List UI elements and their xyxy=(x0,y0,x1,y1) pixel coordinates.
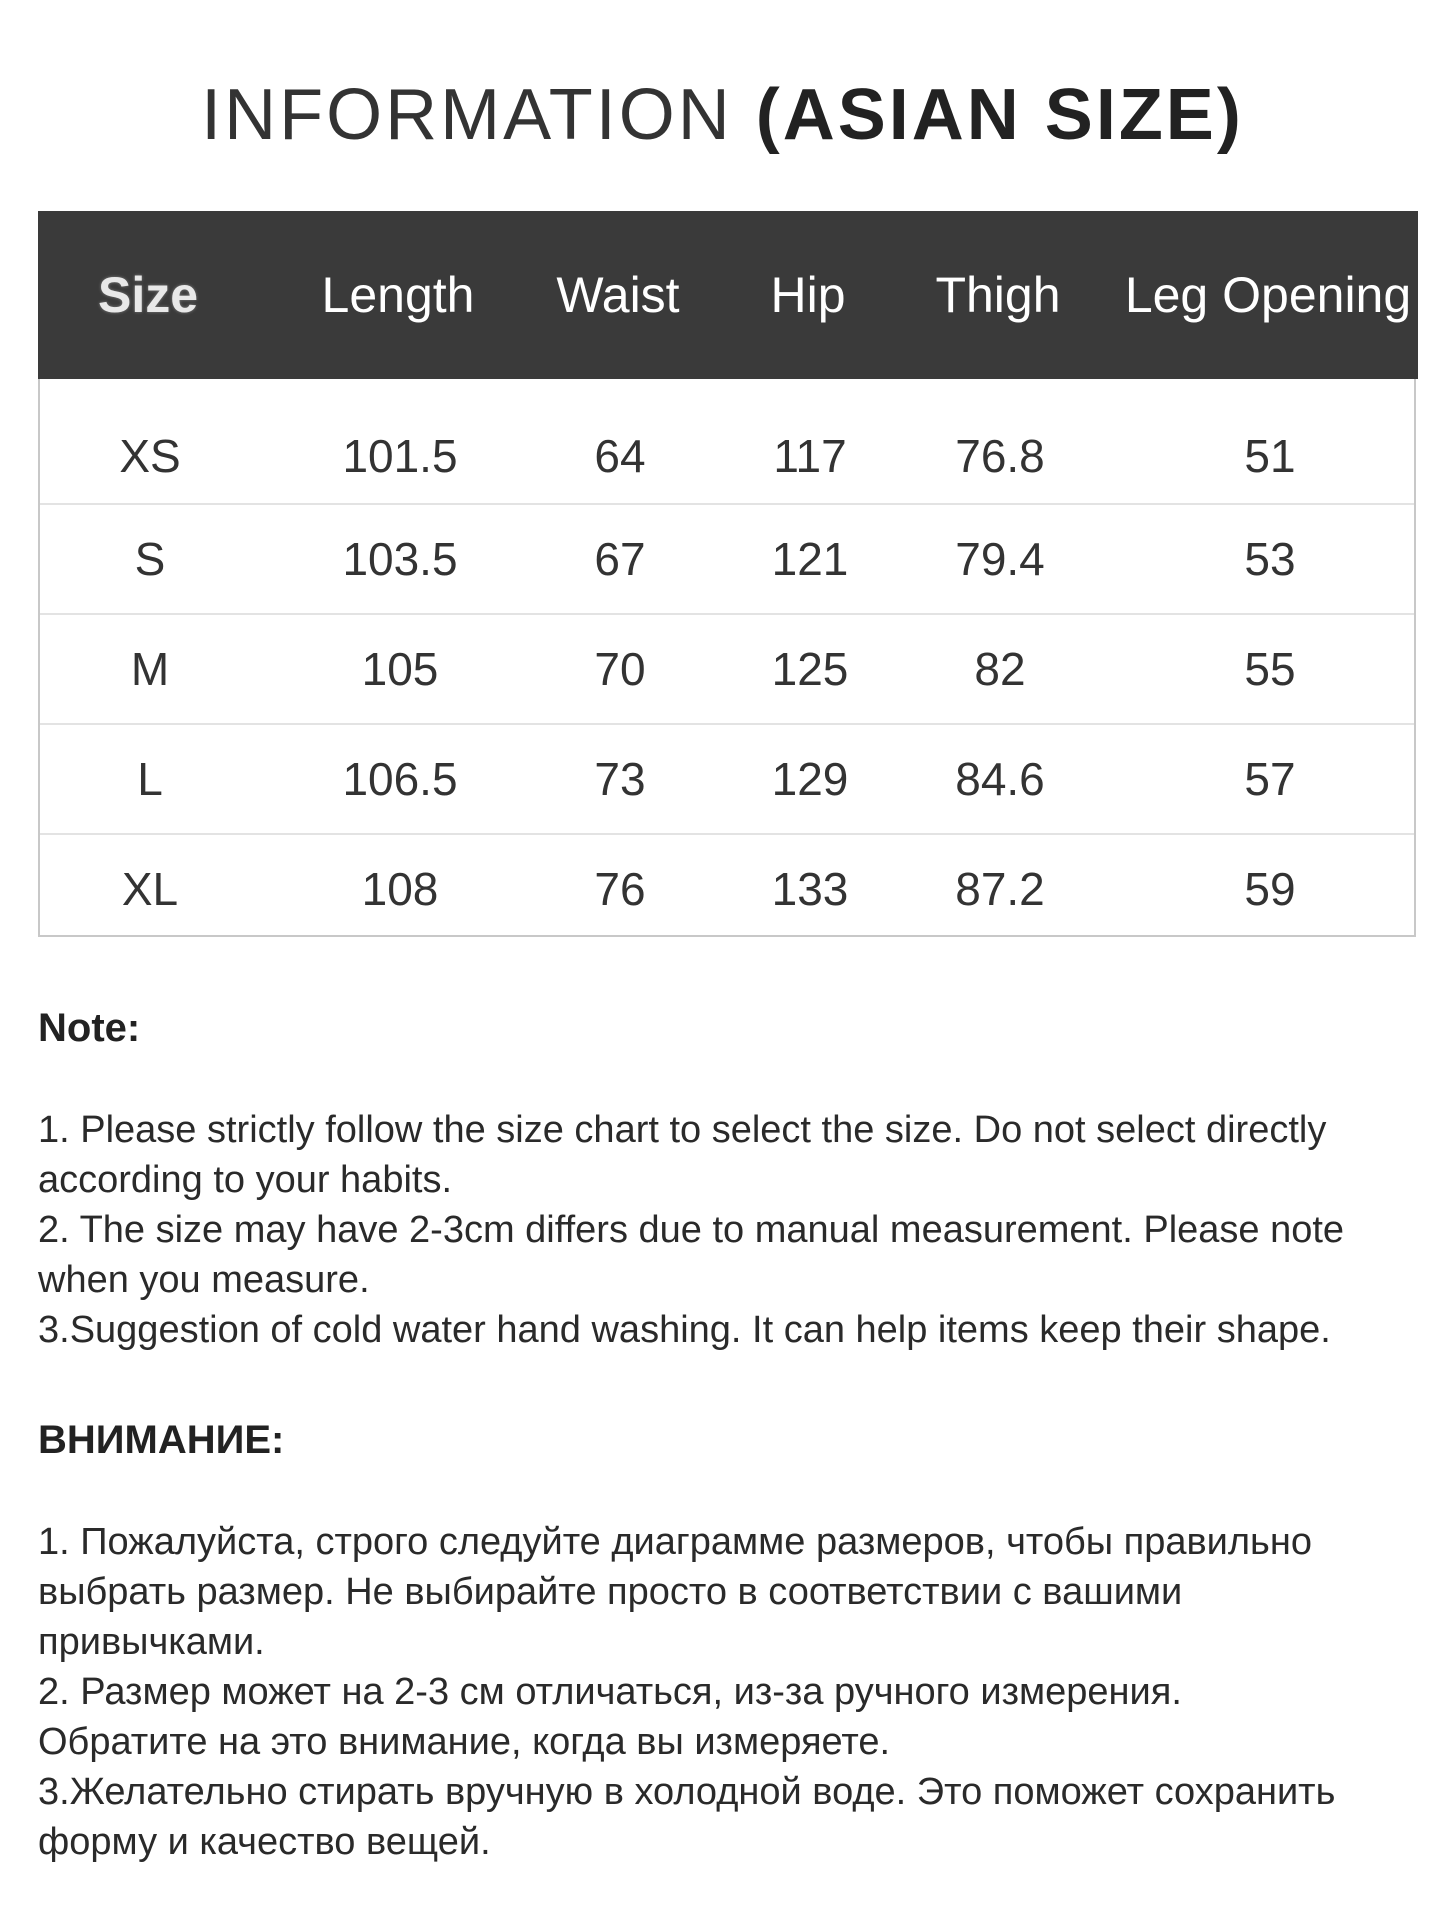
cell-thigh: 87.2 xyxy=(955,863,1045,915)
cell-hip: 129 xyxy=(771,753,849,805)
header-waist: Waist xyxy=(556,267,680,323)
table-row xyxy=(40,725,1414,835)
table-row xyxy=(40,615,1414,725)
cell-thigh: 84.6 xyxy=(955,753,1045,805)
page-title xyxy=(0,70,1445,160)
header-hip: Hip xyxy=(770,267,846,323)
header-leg-opening: Leg Opening xyxy=(1124,267,1412,323)
note-line: 1. Пожалуйста, строго следуйте диаграмме размеров, чтобы правильно xyxy=(38,1521,1312,1563)
cell-thigh: 76.8 xyxy=(955,430,1045,482)
title-main: INFORMATION xyxy=(201,75,756,155)
cell-hip: 121 xyxy=(771,533,849,585)
table-header xyxy=(38,211,1418,379)
note-line: выбрать размер. Не выбирайте просто в соответствии с вашими xyxy=(38,1571,1183,1613)
note-line: привычками. xyxy=(38,1621,265,1663)
table-row xyxy=(40,379,1414,505)
note-line: форму и качество вещей. xyxy=(38,1821,491,1863)
cell-thigh: 79.4 xyxy=(955,533,1045,585)
header-length: Length xyxy=(321,267,475,323)
table-row xyxy=(40,505,1414,615)
title-suffix: (ASIAN SIZE) xyxy=(755,75,1244,155)
note-line: Обратите на это внимание, когда вы измеряете. xyxy=(38,1721,891,1763)
cell-size: XL xyxy=(121,863,179,915)
cell-waist: 73 xyxy=(594,753,646,805)
note-line: when you measure. xyxy=(38,1259,370,1301)
cell-waist: 67 xyxy=(594,533,646,585)
cell-thigh: 82 xyxy=(974,643,1026,695)
cell-length: 101.5 xyxy=(342,430,458,482)
cell-leg-opening: 59 xyxy=(1244,863,1296,915)
header-size: Size xyxy=(97,267,199,323)
cell-waist: 76 xyxy=(594,863,646,915)
cell-length: 106.5 xyxy=(342,753,458,805)
table-row xyxy=(40,835,1414,943)
cell-waist: 64 xyxy=(594,430,646,482)
note-english xyxy=(38,1003,1418,1355)
cell-length: 105 xyxy=(361,643,439,695)
cell-size: S xyxy=(134,533,166,585)
cell-hip: 117 xyxy=(773,430,847,482)
note-heading: Note: xyxy=(38,1006,141,1050)
cell-length: 108 xyxy=(361,863,439,915)
cell-size: L xyxy=(137,753,163,805)
note-heading: ВНИМАНИЕ: xyxy=(38,1418,285,1462)
cell-leg-opening: 53 xyxy=(1244,533,1296,585)
note-line: 2. Размер может на 2-3 см отличаться, из-за ручного измерения. xyxy=(38,1671,1182,1713)
cell-leg-opening: 55 xyxy=(1244,643,1296,695)
note-russian xyxy=(38,1415,1418,1867)
cell-size: XS xyxy=(119,430,181,482)
cell-leg-opening: 51 xyxy=(1244,430,1296,482)
note-line: according to your habits. xyxy=(38,1159,453,1201)
note-line: 2. The size may have 2-3cm differs due to manual measurement. Please note xyxy=(38,1209,1345,1251)
size-chart-table xyxy=(38,211,1416,937)
cell-length: 103.5 xyxy=(342,533,458,585)
cell-hip: 133 xyxy=(771,863,849,915)
note-line: 3.Suggestion of cold water hand washing. It can help items keep their shape. xyxy=(38,1309,1331,1351)
cell-hip: 125 xyxy=(771,643,849,695)
cell-size: M xyxy=(130,643,170,695)
note-line: 3.Желательно стирать вручную в холодной воде. Это поможет сохранить xyxy=(38,1771,1336,1813)
cell-leg-opening: 57 xyxy=(1244,753,1296,805)
header-thigh: Thigh xyxy=(935,267,1061,323)
cell-waist: 70 xyxy=(594,643,646,695)
table-body xyxy=(40,379,1414,943)
note-line: 1. Please strictly follow the size chart to select the size. Do not select directly xyxy=(38,1109,1327,1151)
